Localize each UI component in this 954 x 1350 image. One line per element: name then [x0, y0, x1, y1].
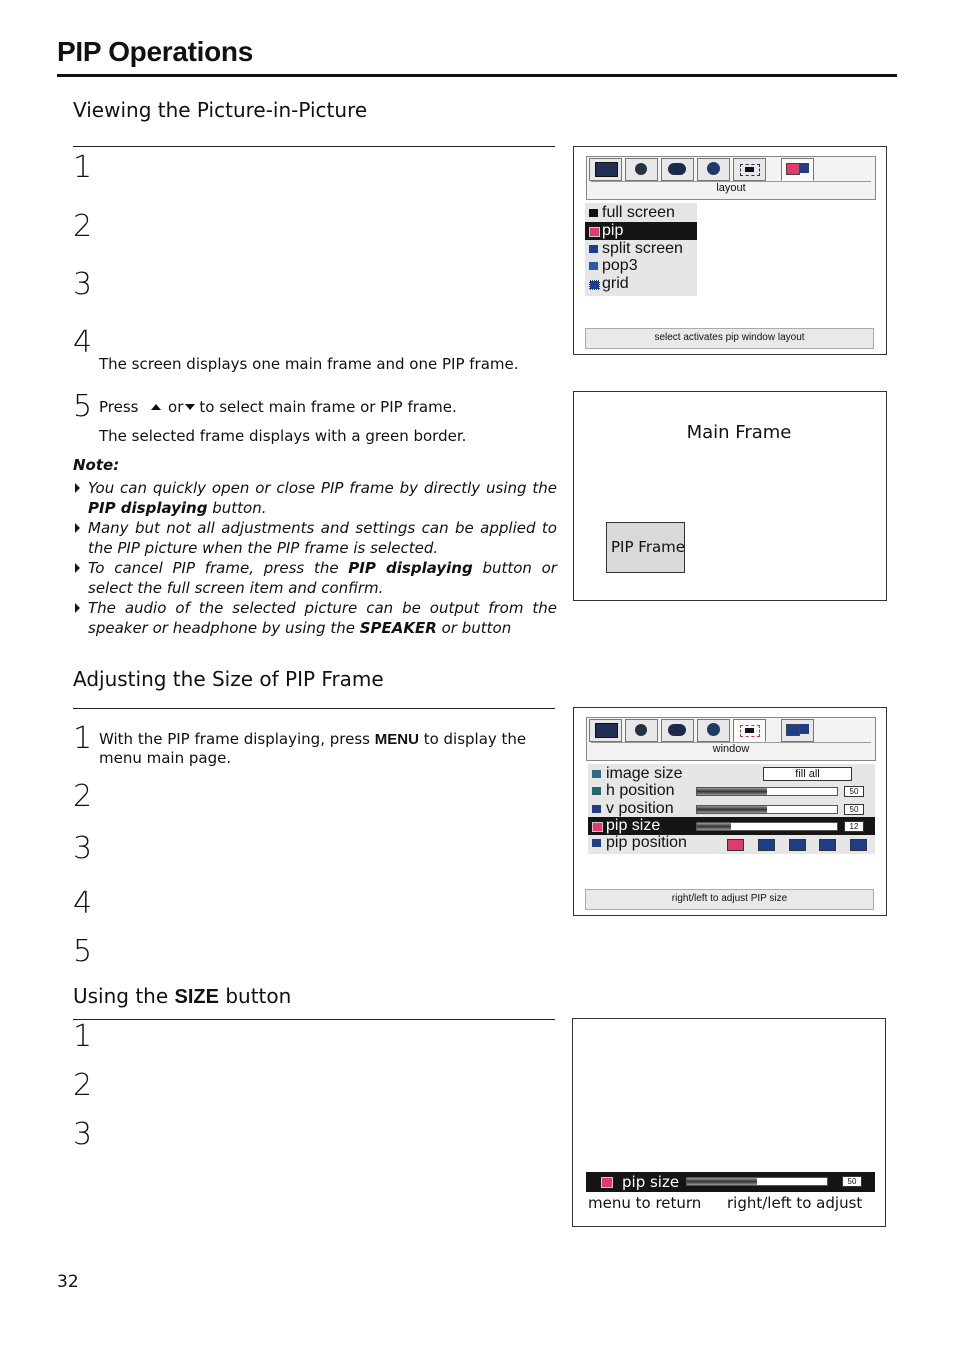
- step-number: 3: [73, 1117, 93, 1152]
- note-item: Many but not all adjustments and settings can be applied to the PIP picture when the PIP frame is selected.: [75, 518, 557, 558]
- pip-size-bar[interactable]: [586, 1172, 875, 1192]
- full-screen-icon: [589, 209, 598, 217]
- window-menu-screen: [573, 707, 887, 916]
- frame-diagram: [573, 391, 887, 601]
- section-heading-size-button: Using the SIZE button: [73, 984, 292, 1008]
- hint-menu-return: menu to return: [588, 1194, 702, 1212]
- step5-or: or: [168, 398, 184, 416]
- section-heading-adjust-size: Adjusting the Size of PIP Frame: [73, 667, 384, 691]
- step1-text: With the PIP frame displaying, press MENU to display the menu main page.: [99, 730, 527, 767]
- tab-window-icon[interactable]: [733, 719, 766, 742]
- h-position-slider[interactable]: [696, 787, 838, 796]
- v-position-value: 50: [844, 804, 864, 815]
- bullet-icon: [75, 523, 80, 533]
- pip-size-value: 12: [844, 821, 864, 832]
- step-number: 1: [73, 1019, 93, 1054]
- note-item: You can quickly open or close PIP frame by directly using the PIP displaying button.: [75, 478, 557, 518]
- tab-setup-icon[interactable]: [697, 719, 730, 742]
- page-number: 32: [57, 1272, 79, 1292]
- slider-fill: [697, 806, 767, 813]
- step-number: 3: [73, 267, 93, 302]
- pip-position-icon: [592, 839, 601, 847]
- pip-size-icon: [601, 1177, 613, 1188]
- pip-position-bottom-left-icon[interactable]: [819, 839, 836, 851]
- section-rule: [73, 1019, 555, 1020]
- tab-picture-icon[interactable]: [589, 158, 622, 181]
- pip-size-slider[interactable]: [696, 822, 838, 831]
- image-size-icon: [592, 770, 601, 778]
- step4-text: The screen displays one main frame and one PIP frame.: [99, 355, 519, 373]
- tab-color-icon[interactable]: [661, 719, 694, 742]
- tab-setup-icon[interactable]: [697, 158, 730, 181]
- tab-label: window: [712, 743, 750, 755]
- menu-tab-bar: [586, 156, 876, 200]
- menu-item-pop3[interactable]: pop3: [585, 257, 697, 275]
- tab-color-icon[interactable]: [661, 158, 694, 181]
- menu-item-h-position[interactable]: h position 50: [588, 782, 875, 800]
- step-number: 4: [73, 886, 93, 921]
- tab-audio-icon[interactable]: [625, 719, 658, 742]
- pip-icon: [589, 227, 600, 237]
- hint-adjust: right/left to adjust: [727, 1194, 863, 1212]
- status-bar: select activates pip window layout: [585, 328, 874, 349]
- step-number: 2: [73, 1068, 93, 1103]
- slider-fill: [697, 788, 767, 795]
- tab-picture-icon[interactable]: [589, 719, 622, 742]
- pip-frame-box[interactable]: [606, 522, 685, 573]
- layout-menu-screen: [573, 146, 887, 355]
- step5-line2: The selected frame displays with a green border.: [99, 427, 467, 445]
- main-frame-label: Main Frame: [686, 422, 792, 443]
- slider-fill: [687, 1178, 757, 1185]
- bullet-icon: [75, 603, 80, 613]
- size-button-screen: [572, 1018, 886, 1227]
- tab-layout-icon[interactable]: [781, 158, 814, 181]
- pip-frame-label: PIP Frame: [611, 538, 686, 556]
- pip-size-icon: [592, 822, 603, 832]
- step-number: 1: [73, 150, 93, 185]
- menu-item-image-size[interactable]: image size fill all: [588, 765, 875, 783]
- section-rule: [73, 708, 555, 709]
- step-number: 5: [73, 389, 93, 424]
- menu-item-split-screen[interactable]: split screen: [585, 240, 697, 258]
- notes-block: [75, 478, 557, 638]
- tab-layout-icon[interactable]: [781, 719, 814, 742]
- v-position-icon: [592, 805, 601, 813]
- slider-fill: [697, 823, 731, 830]
- step-number: 1: [73, 721, 93, 756]
- pip-position-center-icon[interactable]: [789, 839, 806, 851]
- pip-position-top-right-icon[interactable]: [758, 839, 775, 851]
- note-item: The audio of the selected picture can be output from the speaker or headphone by using the SPEAKER or button: [75, 598, 557, 638]
- layout-list: [585, 203, 697, 296]
- menu-item-pip-position[interactable]: pip position: [588, 834, 875, 852]
- note-label: Note:: [73, 456, 120, 474]
- window-settings-list: [588, 764, 875, 854]
- step-number: 5: [73, 934, 93, 969]
- h-position-icon: [592, 787, 601, 795]
- page-title: PIP Operations: [57, 36, 254, 67]
- down-arrow-icon: [185, 404, 195, 410]
- split-screen-icon: [589, 245, 598, 253]
- step-number: 2: [73, 779, 93, 814]
- pop3-icon: [589, 262, 598, 270]
- pip-position-top-left-icon[interactable]: [727, 839, 744, 851]
- step5-text: [99, 398, 457, 416]
- section-heading-viewing-pip: Viewing the Picture-in-Picture: [73, 98, 368, 122]
- step5-press: Press: [99, 398, 139, 416]
- v-position-slider[interactable]: [696, 805, 838, 814]
- tab-audio-icon[interactable]: [625, 158, 658, 181]
- section-rule: [73, 146, 555, 147]
- pip-size-value: 50: [842, 1176, 862, 1187]
- menu-item-v-position[interactable]: v position 50: [588, 800, 875, 818]
- step5-rest: to select main frame or PIP frame.: [199, 398, 457, 416]
- status-bar: right/left to adjust PIP size: [585, 889, 874, 910]
- note-item: To cancel PIP frame, press the PIP displaying button or select the full screen item and confirm.: [75, 558, 557, 598]
- menu-item-pip[interactable]: pip: [585, 222, 697, 240]
- bullet-icon: [75, 563, 80, 573]
- title-rule: [57, 74, 897, 77]
- menu-item-full-screen[interactable]: full screen: [585, 204, 697, 222]
- image-size-value[interactable]: fill all: [763, 767, 852, 781]
- menu-item-pip-size[interactable]: pip size 12: [588, 817, 875, 835]
- h-position-value: 50: [844, 786, 864, 797]
- tab-window-icon[interactable]: [733, 158, 766, 181]
- pip-size-slider[interactable]: [686, 1177, 828, 1186]
- bullet-icon: [75, 483, 80, 493]
- step-number: 4: [73, 325, 93, 360]
- pip-position-bottom-right-icon[interactable]: [850, 839, 867, 851]
- pip-size-label: pip size: [622, 1173, 680, 1191]
- menu-tab-bar: [586, 717, 876, 761]
- grid-icon: [589, 280, 600, 290]
- menu-item-grid[interactable]: grid: [585, 275, 697, 293]
- up-arrow-icon: [151, 404, 161, 410]
- step-number: 3: [73, 831, 93, 866]
- step-number: 2: [73, 209, 93, 244]
- tab-label: layout: [716, 182, 746, 194]
